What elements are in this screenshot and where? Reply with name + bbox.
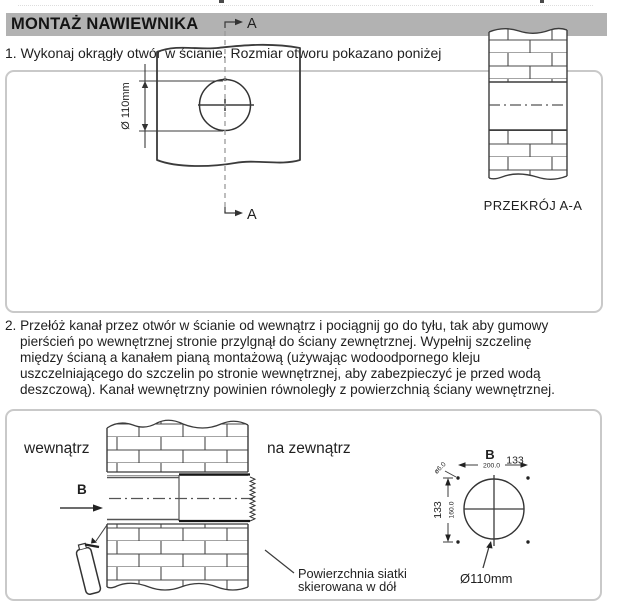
step2-line: deszczową). Kanał wewnętrzny powinien równoległy z powierzchnią ściany wewnętrznej. (20, 382, 555, 398)
mesh-note-line2: skierowana w dół (298, 579, 397, 594)
step2-text (5, 318, 618, 398)
mesh-note (265, 550, 407, 594)
view-b (432, 447, 530, 586)
direction-b (60, 482, 103, 512)
diagram-install-box (5, 409, 602, 601)
wall-front-view (157, 45, 300, 166)
section-caption: PRZEKRÓJ A-A (483, 198, 583, 213)
dim-plate-width: 200.0 (482, 462, 501, 470)
inside-label: wewnątrz (24, 440, 90, 457)
view-b-label: B (485, 447, 495, 462)
dim-plate-height: 160.0 (448, 501, 456, 519)
cropped-text-remnant-line (18, 5, 593, 6)
section-label-bottom: A (247, 207, 257, 223)
cropped-text-remnant (219, 0, 224, 3)
step2-line: 2. Przełóż kanał przez otwór w ścianie od wewnątrz i pociągnij go do tyłu, tak aby gumowy (5, 318, 549, 333)
duct-diameter-label: Ø110mm (460, 571, 513, 586)
step2-line: uszczelniającego do szczelin po stronie wewnętrznej, aby zabezpieczyć je przed wodą (20, 366, 541, 382)
duct (107, 475, 255, 522)
step2-line: między ścianą a kanałem pianą montażową (używając wodoodpornego kleju (20, 350, 481, 366)
section-label-top: A (247, 16, 257, 32)
direction-b-label: B (77, 482, 87, 497)
wall-side-view (107, 420, 248, 590)
dim-hole-spacing-h: 133 (506, 454, 524, 467)
wall-cross-section (489, 29, 567, 180)
sealant-can (75, 524, 108, 596)
screw-hole-diameter: ø6.0 (433, 461, 448, 476)
section-title: MONTAŻ NAWIEWNIKA (11, 15, 199, 33)
mesh-note-line1: Powierzchnia siatki (298, 566, 407, 581)
install-diagram (7, 411, 600, 599)
step1-text: 1. Wykonaj okrągły otwór w ścianie. Rozmiar otworu pokazano poniżej (5, 45, 442, 61)
hole-diameter-label: Ø 110mm (120, 82, 132, 130)
dim-hole-spacing-v: 133 (432, 501, 444, 519)
cropped-text-remnant (540, 0, 544, 3)
outside-label: na zewnątrz (267, 440, 351, 457)
step2-line: pierścień po wewnętrznej stronie przylgnął do ściany zewnętrznej. Wypełnij szczelinę (20, 334, 532, 350)
